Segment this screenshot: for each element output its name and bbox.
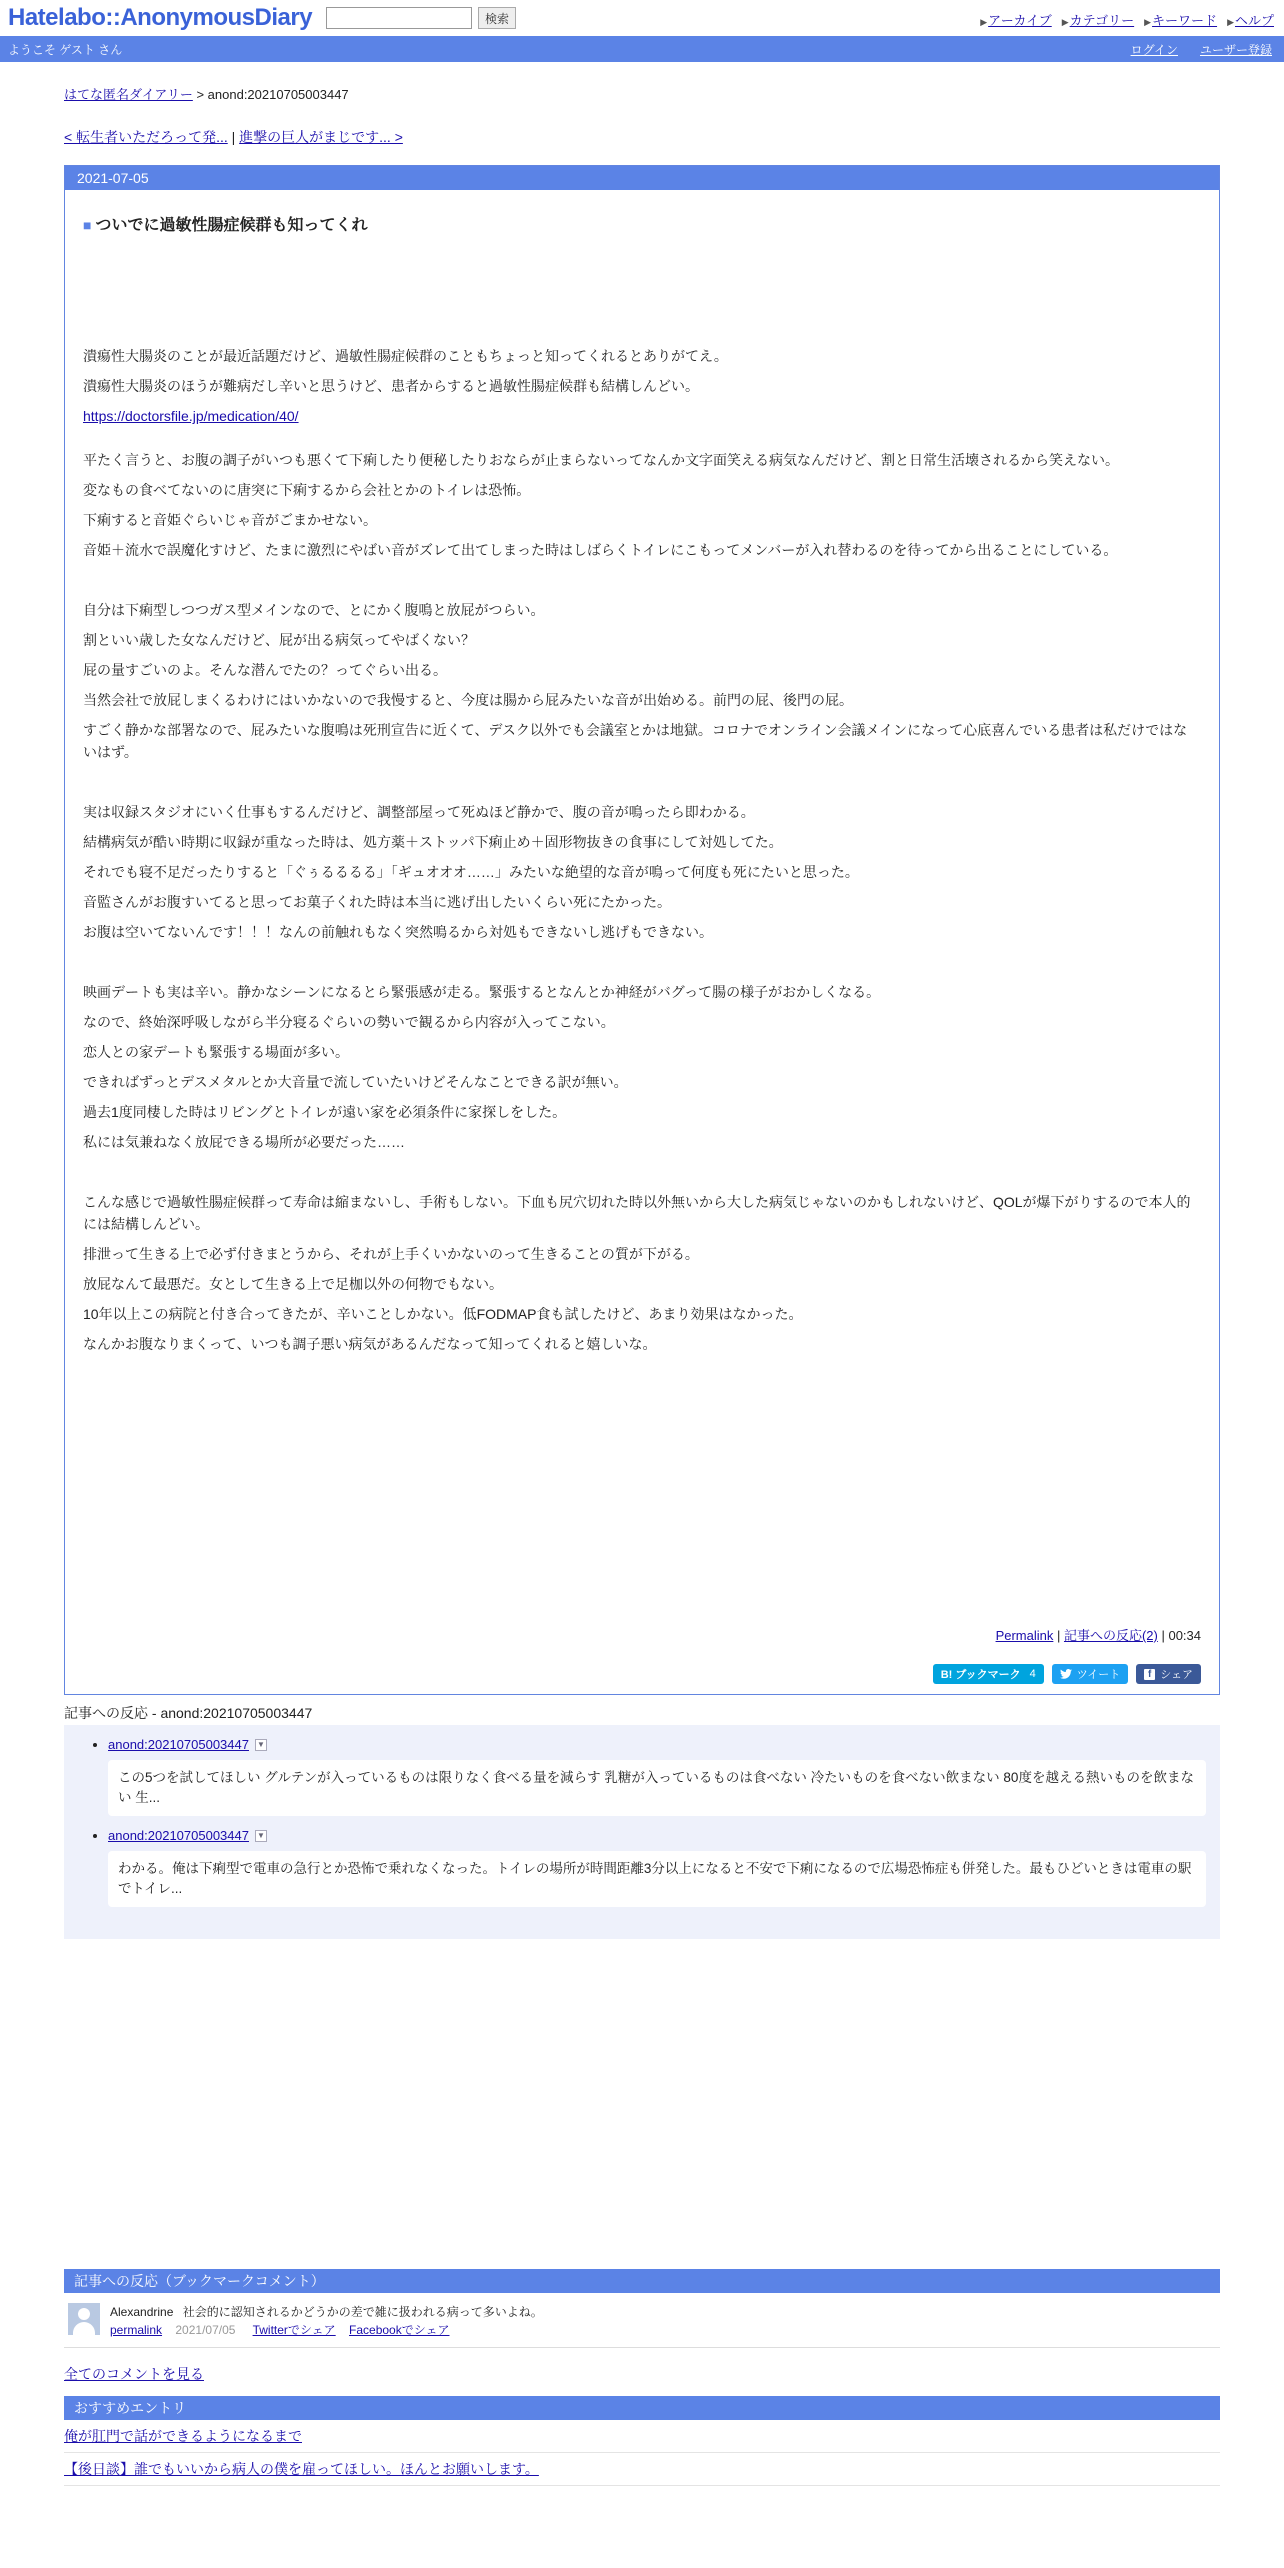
- next-entry-link[interactable]: 進撃の巨人がまじです... >: [239, 129, 403, 145]
- body-line: 過去1度同棲した時はリビングとトイレが遠い家を必須条件に家探しをした。: [83, 1104, 567, 1120]
- tweet-button[interactable]: [1052, 1664, 1128, 1684]
- body-line: 音姫＋流水で誤魔化すけど、たまに激烈にやばい音がズレて出てしまった時はしばらくトイレにこもってメンバーが入れ替わるのを待ってから出ることにしている。: [83, 542, 1118, 558]
- prev-next-separator: |: [227, 129, 240, 145]
- prev-next-nav: [64, 127, 1220, 147]
- body-line: 実は収録スタジオにいく仕事もするんだけど、調整部屋って死ぬほど静かで、腹の音が鳴ったら即わかる。: [83, 804, 755, 820]
- facebook-icon: f: [1144, 1669, 1155, 1680]
- nav-archive-link[interactable]: アーカイブ: [988, 13, 1052, 28]
- reaction-link[interactable]: • anond:20210705003447: [108, 1828, 249, 1843]
- body-line: 変なもの食べてないのに唐突に下痢するから会社とかのトイレは恐怖。: [83, 482, 531, 498]
- bookmark-comments-title: 記事への反応（ブックマークコメント）: [64, 2269, 1220, 2293]
- reaction-excerpt: わかる。俺は下痢型で電車の急行とか恐怖で乗れなくなった。トイレの場所が時間距離3分以上になると不安で下痢になるので広場恐怖症も併発した。最もひどいときは電車の駅でトイレ...: [108, 1851, 1206, 1907]
- day-date: 2021-07-05: [65, 166, 1219, 190]
- site-header: [0, 0, 1284, 36]
- dropdown-icon[interactable]: ▼: [255, 1830, 267, 1842]
- facebook-share-link[interactable]: Facebookでシェア: [349, 2323, 450, 2337]
- entry-anchor-icon[interactable]: ■: [83, 217, 92, 233]
- reactions-link[interactable]: 記事への反応(2): [1063, 1628, 1158, 1643]
- body-line: お腹は空いてないんです！！！なんの前触れもなく突然鳴るから対処もできないし逃げもできない。: [83, 924, 713, 940]
- bookmark-user[interactable]: Alexandrine: [110, 2305, 174, 2319]
- arrow-icon: ▶: [1061, 17, 1069, 27]
- arrow-icon: ▶: [1144, 17, 1152, 27]
- hatena-bookmark-label: B! ブックマーク: [940, 1669, 1021, 1681]
- reaction-excerpt: この5つを試してほしい グルテンが入っているものは限りなく食べる量を減らす 乳糖が入っているものは食べない 冷たいものを食べない飲まない 80度を越える熱いものを飲まない 生...: [108, 1760, 1206, 1816]
- body-line: なので、終始深呼吸しながら半分寝るぐらいの勢いで観るから内容が入ってこない。: [83, 1014, 615, 1030]
- entry-body: [83, 345, 1201, 1355]
- body-line: こんな感じで過敏性腸症候群って寿命は縮まないし、手術もしない。下血も尻穴切れた時以外無いから大した病気じゃないのかもしれないけど、QOLが爆下がりするので本人的には結構しんどい。: [83, 1194, 1191, 1232]
- nav-keyword-link[interactable]: キーワード: [1152, 13, 1218, 28]
- recommended-entry-link[interactable]: 俺が肛門で話ができるようになるまで: [64, 2428, 302, 2444]
- external-link[interactable]: https://doctorsfile.jp/medication/40/: [83, 408, 299, 424]
- body-line: それでも寝不足だったりすると「ぐぅるるるる」「ギュオオオ……」みたいな絶望的な音が鳴って何度も死にたいと思った。: [83, 864, 859, 880]
- top-nav: [980, 10, 1274, 29]
- recommended-entry-link[interactable]: 【後日談】誰でもいいから病人の僕を雇ってほしい。ほんとお願いします。: [64, 2461, 539, 2477]
- bookmark-comments-section: [64, 2269, 1220, 2384]
- reactions-title: 記事への反応 - anond:20210705003447: [64, 1705, 313, 1721]
- breadcrumb-separator: >: [192, 87, 208, 102]
- body-line: 10年以上この病院と付き合ってきたが、辛いことしかない。低FODMAP食も試したけど、あまり効果はなかった。: [83, 1306, 803, 1322]
- login-link[interactable]: ログイン: [1130, 42, 1178, 57]
- body-line: 映画デートも実は辛い。静かなシーンになるとら緊張感が走る。緊張するとなんとか神経がバグって腸の様子がおかしくなる。: [83, 984, 881, 1000]
- welcome-text: ようこそ ゲスト さん: [8, 42, 123, 57]
- user-bar: [0, 36, 1284, 62]
- facebook-share-label: シェア: [1160, 1669, 1193, 1681]
- body-line: 割といい歳した女なんだけど、屁が出る病気ってやばくない？: [83, 632, 475, 648]
- bookmark-permalink[interactable]: permalink: [110, 2323, 163, 2337]
- nav-category-link[interactable]: カテゴリー: [1069, 13, 1135, 28]
- bookmark-comment: [64, 2293, 1220, 2348]
- nav-help-link[interactable]: ヘルプ: [1234, 13, 1274, 28]
- site-logo[interactable]: Hatelabo::AnonymousDiary: [8, 4, 313, 31]
- footer-separator: |: [1053, 1628, 1064, 1643]
- entry-time: | 00:34: [1157, 1628, 1201, 1643]
- tweet-label: ツイート: [1076, 1669, 1121, 1681]
- reaction-link[interactable]: • anond:20210705003447: [108, 1737, 249, 1752]
- avatar[interactable]: [68, 2303, 100, 2335]
- list-item: [64, 2420, 1220, 2453]
- search-button[interactable]: 検索: [478, 7, 516, 29]
- arrow-icon: ▶: [980, 17, 988, 27]
- breadcrumb: [64, 84, 1220, 103]
- hatena-bookmark-button[interactable]: [933, 1664, 1044, 1684]
- body-line: 放屁なんて最悪だ。女として生きる上で足枷以外の何物でもない。: [83, 1276, 503, 1292]
- main-content: [64, 84, 1220, 2486]
- body-line: 当然会社で放屁しまくるわけにはいかないので我慢すると、今度は腸から屁みたいな音が出始める。前門の屁、後門の屁。: [83, 692, 853, 708]
- all-comments-link[interactable]: 全てのコメントを見る: [64, 2366, 204, 2382]
- entry-title-text: ついでに過敏性腸症候群も知ってくれ: [95, 217, 368, 234]
- body-line: 潰瘍性大腸炎のほうが難病だし辛いと思うけど、患者からすると過敏性腸症候群も結構しんどい。: [83, 378, 699, 394]
- body-line: 私には気兼ねなく放屁できる場所が必要だった……: [83, 1134, 405, 1150]
- reaction-item: [108, 1828, 1206, 1907]
- body-line: すごく静かな部署なので、屁みたいな腹鳴は死刑宣告に近くて、デスク以外でも会議室とかは地獄。コロナでオンライン会議メインになって心底喜んでいる患者は私だけではないはず。: [83, 722, 1188, 760]
- body-line: なんかお腹なりまくって、いつも調子悪い病気があるんだなって知ってくれると嬉しいな。: [83, 1336, 657, 1352]
- breadcrumb-current: anond:20210705003447: [207, 87, 349, 102]
- reactions-list: [64, 1725, 1220, 1939]
- recommended-section: [64, 2396, 1220, 2486]
- prev-entry-link[interactable]: < 転生者いただろって発...: [64, 129, 228, 145]
- permalink-link[interactable]: Permalink: [995, 1628, 1054, 1643]
- reaction-item: [108, 1737, 1206, 1816]
- body-line: 潰瘍性大腸炎のことが最近話題だけど、過敏性腸症候群のこともちょっと知ってくれるとありがてえ。: [83, 348, 728, 364]
- entry-footer: [83, 1625, 1201, 1644]
- body-line: 恋人との家デートも緊張する場面が多い。: [83, 1044, 349, 1060]
- dropdown-icon[interactable]: ▼: [255, 1739, 267, 1751]
- list-item: [64, 2453, 1220, 2486]
- recommended-title: おすすめエントリ: [64, 2396, 1220, 2420]
- diary-day: [64, 165, 1220, 1695]
- bookmark-date: 2021/07/05: [175, 2323, 236, 2337]
- search-input[interactable]: [326, 7, 472, 29]
- twitter-bird-icon: [1060, 1669, 1072, 1679]
- body-line: 排泄って生きる上で必ず付きまとうから、それが上手くいかないのって生きることの質が下がる。: [83, 1246, 699, 1262]
- share-buttons: [83, 1664, 1201, 1684]
- bookmark-comment-text: 社会的に認知されるかどうかの差で雑に扱われる病って多いよね。: [182, 2305, 543, 2319]
- body-line: 音監さんがお腹すいてると思ってお菓子くれた時は本当に逃げ出したいくらい死にたかった。: [83, 894, 671, 910]
- arrow-icon: ▶: [1227, 17, 1234, 27]
- body-line: できればずっとデスメタルとか大音量で流していたいけどそんなことできる訳が無い。: [83, 1074, 628, 1090]
- breadcrumb-root-link[interactable]: はてな匿名ダイアリー: [64, 87, 193, 102]
- entry-title: [83, 212, 1201, 235]
- body-line: 平たく言うと、お腹の調子がいつも悪くて下痢したり便秘したりおならが止まらないってなんか文字面笑える病気なんだけど、割と日常生活壊されるから笑えない。: [83, 452, 1119, 468]
- body-line: 下痢すると音姫ぐらいじゃ音がごまかせない。: [83, 512, 377, 528]
- register-link[interactable]: ユーザー登録: [1199, 42, 1272, 57]
- twitter-share-link[interactable]: Twitterでシェア: [252, 2323, 336, 2337]
- facebook-share-button[interactable]: [1136, 1664, 1201, 1684]
- bookmark-count: 4: [1029, 1668, 1036, 1680]
- body-line: 自分は下痢型しつつガス型メインなので、とにかく腹鳴と放屁がつらい。: [83, 602, 545, 618]
- body-line: 屁の量すごいのよ。そんな潜んでたの？ってぐらい出る。: [83, 662, 447, 678]
- body-line: 結構病気が酷い時期に収録が重なった時は、処方薬＋ストッパ下痢止め＋固形物抜きの食事にして対処してた。: [83, 834, 783, 850]
